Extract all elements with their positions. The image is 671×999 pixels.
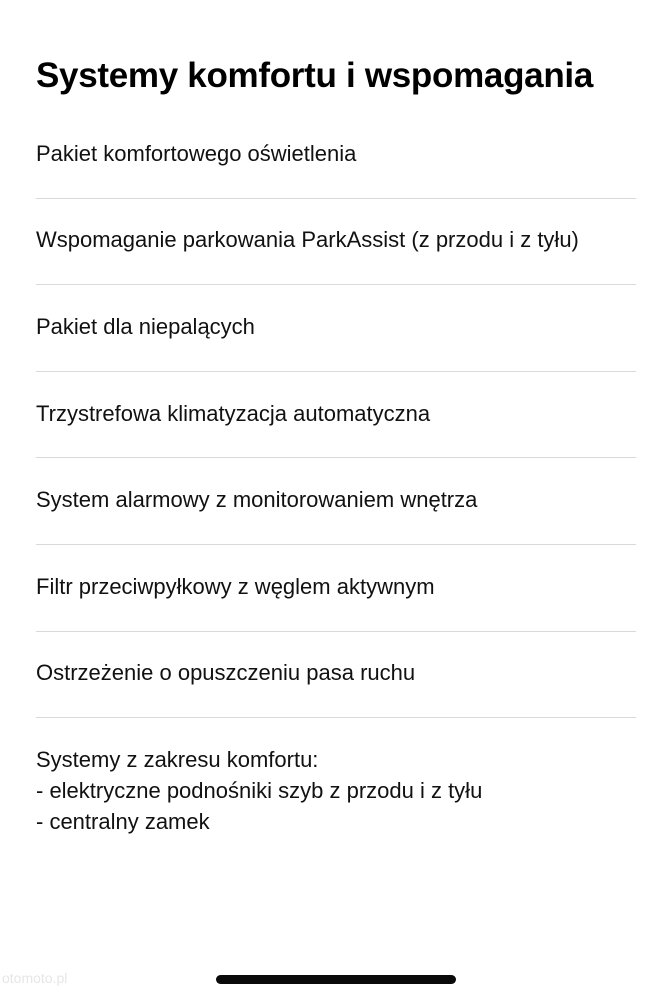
comfort-systems-block [36, 744, 636, 837]
comfort-systems-item-lock: - centralny zamek [36, 809, 210, 834]
comfort-systems-heading: Systemy z zakresu komfortu: [36, 747, 319, 772]
page-title: Systemy komfortu i wspomagania [36, 56, 593, 95]
feature-label-parkassist: Wspomaganie parkowania ParkAssist (z przodu i z tyłu) [36, 227, 579, 253]
feature-list [36, 112, 636, 718]
list-item [36, 458, 636, 545]
list-item [36, 632, 636, 719]
home-indicator[interactable] [216, 975, 456, 984]
watermark-text: otomoto.pl [2, 970, 68, 986]
feature-label-lane-departure: Ostrzeżenie o opuszczeniu pasa ruchu [36, 660, 416, 686]
list-item [36, 112, 636, 199]
list-item [36, 285, 636, 372]
feature-label-comfort-lighting: Pakiet komfortowego oświetlenia [36, 140, 357, 166]
feature-label-climate: Trzystrefowa klimatyzacja automatyczna [36, 400, 431, 426]
comfort-systems-item-windows: - elektryczne podnośniki szyb z przodu i z tyłu [36, 778, 483, 803]
list-item [36, 372, 636, 459]
feature-label-alarm: System alarmowy z monitorowaniem wnętrza [36, 487, 478, 513]
list-item [36, 545, 636, 632]
feature-label-non-smoker: Pakiet dla niepalących [36, 313, 255, 339]
feature-label-pollen-filter: Filtr przeciwpyłkowy z węglem aktywnym [36, 573, 435, 599]
list-item [36, 199, 636, 286]
